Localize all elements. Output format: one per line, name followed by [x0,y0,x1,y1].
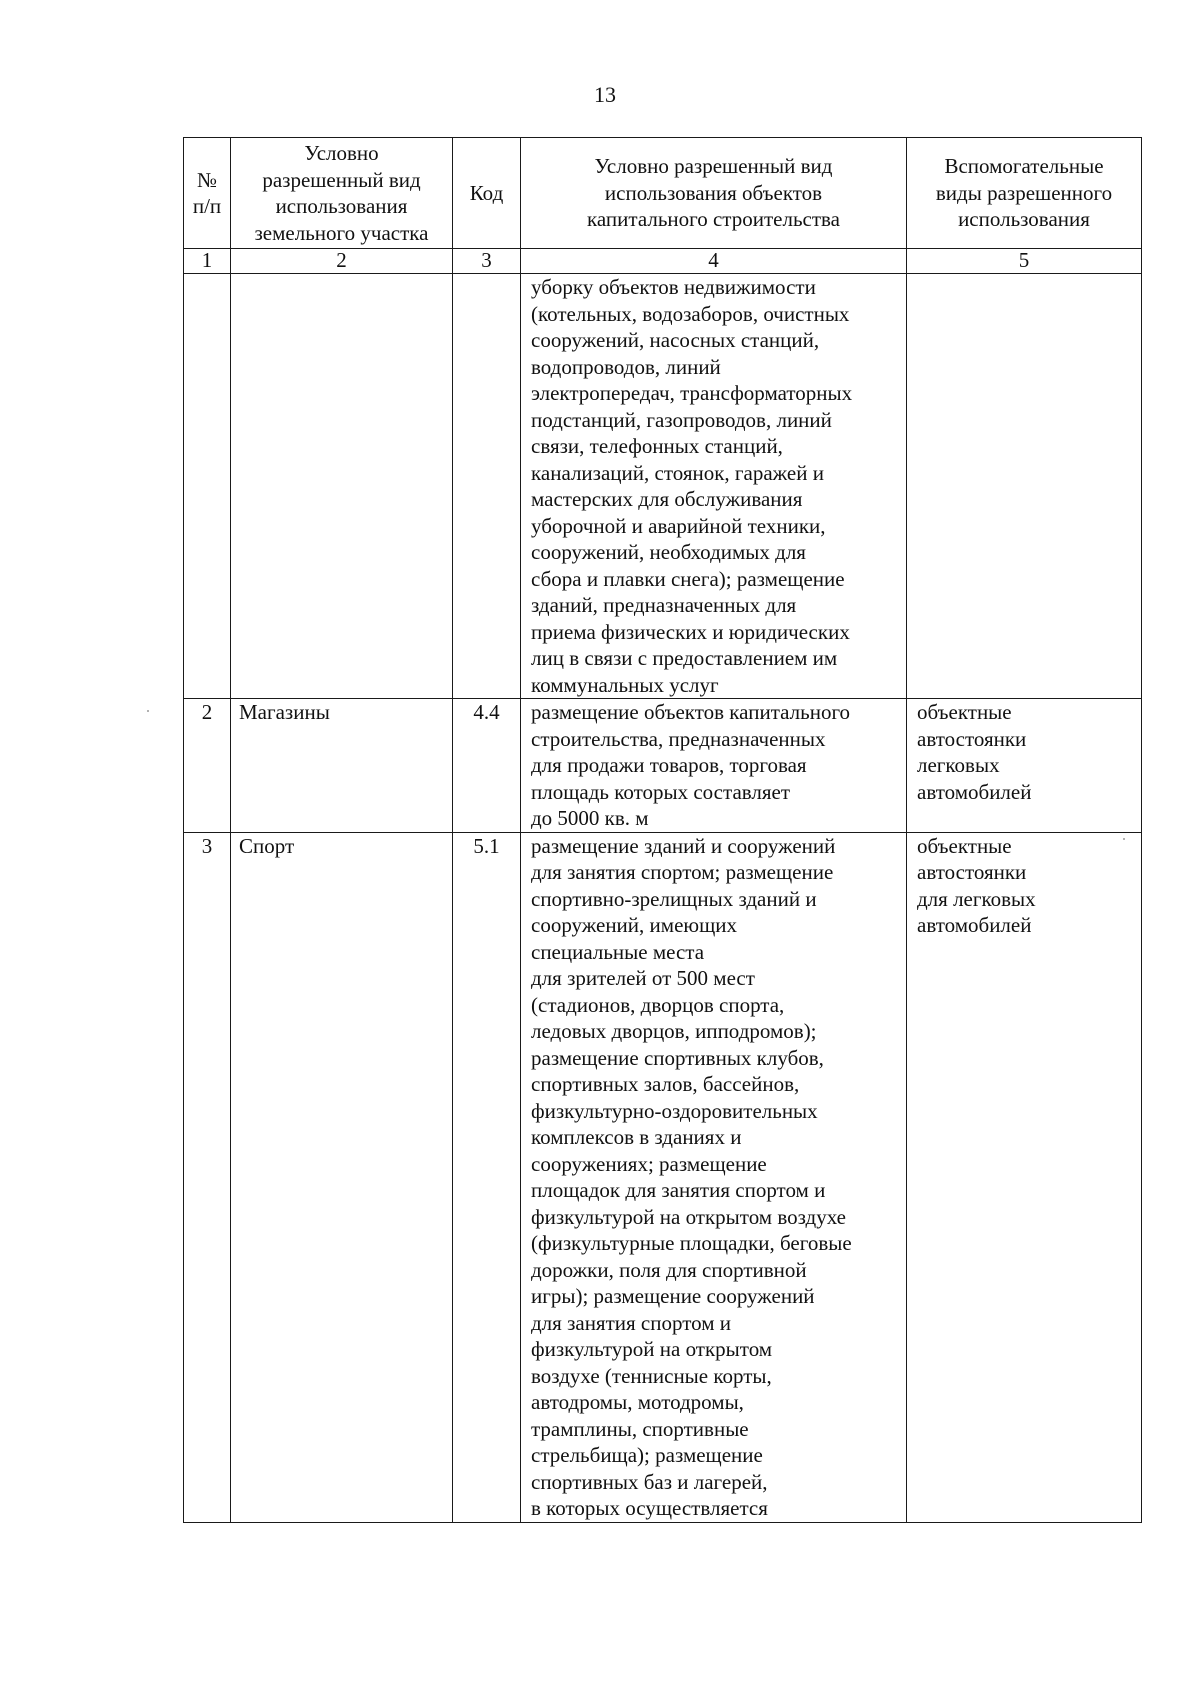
header-row [184,138,1142,249]
scan-speck [147,710,149,712]
use-description: размещение зданий и сооружений для занятия спортом; размещение спортивно-зрелищных зданий и сооружений, имеющих специальные места для зрителей от 500 мест (стадионов, дворцов спорта, ледовых дворцов, ипподромов); размещение спортивных клубов, спортивных залов, бассейнов, физкультурно-оздоровительных комплексов в зданиях и сооружениях; размещение площадок для занятия спортом и физкультурой на открытом воздухе (физкультурные площадки, беговые дорожки, поля для спортивной игры); размещение сооружений для занятия спортом и физкультурой на открытом воздухе (теннисные корты, автодромы, мотодромы, трамплины, спортивные стрельбища); размещение спортивных баз и лагерей, в которых осуществляется [521,832,907,1522]
column-number: 1 [184,249,231,274]
table-row [184,274,1142,699]
scan-speck [1123,838,1125,840]
use-code [453,274,521,699]
land-use-name: Спорт [231,832,453,1522]
header-land-use-type: Условно разрешенный вид использования земельного участка [231,138,453,249]
column-number: 2 [231,249,453,274]
land-use-name [231,274,453,699]
header-code: Код [453,138,521,249]
header-construction-use: Условно разрешенный вид использования объектов капитального строительства [521,138,907,249]
page-number: 13 [594,82,616,107]
use-description: размещение объектов капитального строительства, предназначенных для продажи товаров, торговая площадь которых составляет до 5000 кв. м [521,699,907,833]
use-code: 4.4 [453,699,521,833]
table-row [184,699,1142,833]
row-number [184,274,231,699]
auxiliary-use [907,274,1142,699]
column-number: 3 [453,249,521,274]
row-number: 2 [184,699,231,833]
column-number-row [184,249,1142,274]
auxiliary-use: объектные автостоянки для легковых автомобилей [907,832,1142,1522]
header-number: № п/п [184,138,231,249]
column-number: 5 [907,249,1142,274]
auxiliary-use: объектные автостоянки легковых автомобилей [907,699,1142,833]
use-description: уборку объектов недвижимости (котельных, водозаборов, очистных сооружений, насосных станций, водопроводов, линий электропередач, трансформаторных подстанций, газопроводов, линий связи, телефонных станций, канализаций, стоянок, гаражей и мастерских для обслуживания уборочной и аварийной техники, сооружений, необходимых для сбора и плавки снега); размещение зданий, предназначенных для приема физических и юридических лиц в связи с предоставлением им коммунальных услуг [521,274,907,699]
row-number: 3 [184,832,231,1522]
land-use-table [183,137,1142,1523]
land-use-name: Магазины [231,699,453,833]
table-row [184,832,1142,1522]
column-number: 4 [521,249,907,274]
header-auxiliary-use: Вспомогательные виды разрешенного использования [907,138,1142,249]
use-code: 5.1 [453,832,521,1522]
